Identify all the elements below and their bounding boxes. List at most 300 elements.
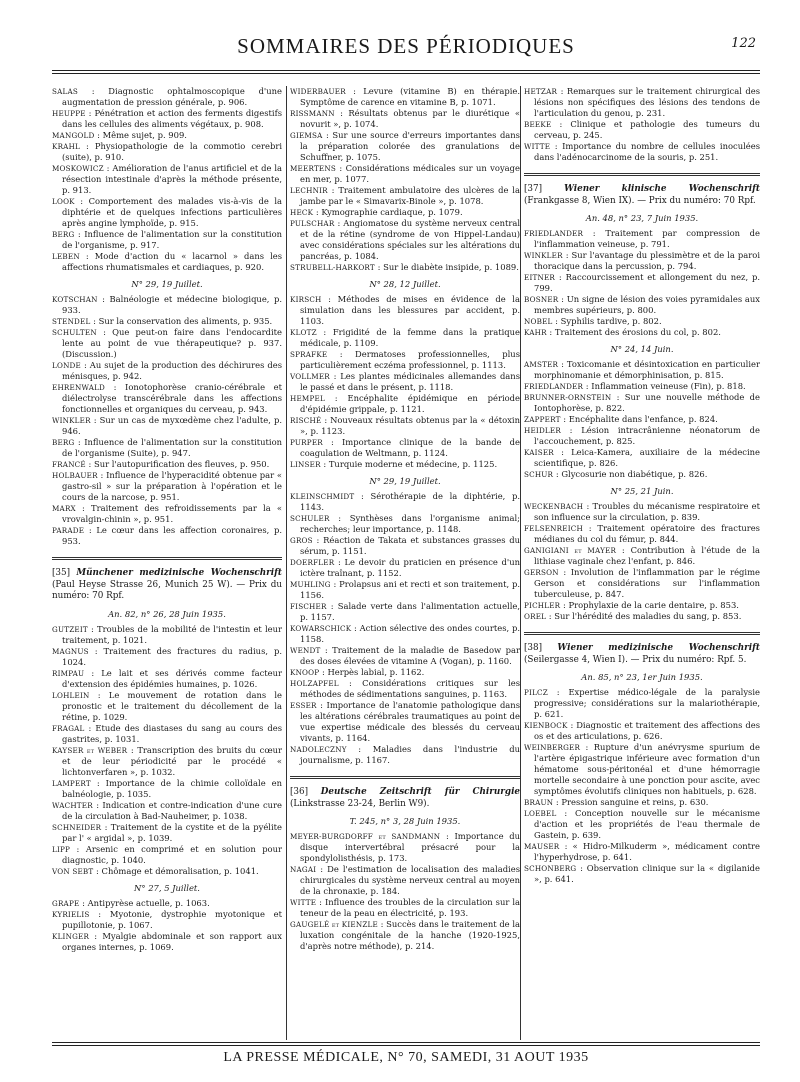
entry-text: Considérations médicales sur un voyage en mer, p. 1077. [300,163,520,184]
entry-text: Herpès labial, p. 1162. [327,667,425,677]
entry-author: PARADE [52,526,85,535]
summary-entry: FELSENREICH : Traitement opératoire des fractures médianes du col du fémur, p. 844. [524,523,760,544]
entry-author: SCHUR [524,470,554,479]
entry-text: Traitement de la maladie de Basedow par des doses élevées de vitamine A (Vogan), p. 1160. [300,645,520,666]
entry-text: Traitement ambulatoire des ulcères de la jambe par le « Simavarix-Binole », p. 1078. [300,185,520,206]
entry-author: MANGOLD [52,131,95,140]
entry-author: MARX [52,504,76,513]
summary-entry: SCHONBERG : Observation clinique sur la « digilanide », p. 641. [524,863,760,884]
summary-entry: LEBEN : Mode d'action du « lacarnol » dans les affections rhumatismales et cardiaques, p. 920. [52,251,282,272]
entry-text: Sur la conservation des aliments, p. 935. [98,316,273,326]
summary-entry: MARX : Traitement des refroidissements par la « vrovalgin-chinin », p. 951. [52,503,282,524]
entry-author: HEMPEL [290,394,325,403]
entry-text: Transcription des bruits du cœur et de leur périodicité par le procédé « lichtonverfaren », p. 1032. [62,744,282,777]
entry-author: HECK [290,208,314,217]
summary-entry: WECKENBACH : Troubles du mécanisme respiratoire et son influence sur la circulation, p. 839. [524,501,760,522]
issue-heading: An. 82, n° 26, 28 Juin 1935. [108,608,226,619]
entry-text: Clinique et pathologie des tumeurs du cerveau, p. 245. [534,119,760,140]
entry-text: Prophylaxie de la carie dentaire, p. 853. [568,600,739,610]
summary-entry: KLOTZ : Frigidité de la femme dans la pratique médicale, p. 1109. [290,327,520,348]
summary-entry: NAGAI : De l'estimation de localisation des maladies chirurgicales du système nerveux central au moyen de la chronaxie, p. 184. [290,864,520,896]
entry-text: Dermatoses professionnelles, plus particulièrement eczéma professionnel, p. 1113. [300,349,520,370]
summary-entry: BRAUN : Pression sanguine et reins, p. 630. [524,797,709,807]
entry-text: Traitement opératoire des fractures médianes du col du fémur, p. 844. [534,523,760,544]
entry-text: Encéphalite dans l'enfance, p. 824. [568,414,718,424]
issue-heading: T. 245, n° 3, 28 Juin 1935. [349,816,461,826]
entry-author: FRIEDLANDER [524,382,584,391]
entry-author: ESSER [290,701,317,710]
entry-text: Un signe de lésion des voies pyramidales aux membres supérieurs, p. 800. [534,294,760,315]
entry-author: MOSKOWICZ [52,164,104,173]
entry-author: KAYSER et WEBER [52,745,128,755]
entry-text: Frigidité de la femme dans la pratique médicale, p. 1109. [300,327,520,348]
entry-author: HETZAR [524,87,558,96]
entry-text: Au sujet de la production des déchirures des ménisques, p. 942. [62,360,282,381]
entry-text: Salade verte dans l'alimentation actuelle, p. 1157. [300,601,520,622]
entry-author: HEUPPE [52,109,86,118]
summary-entry: GIEMSA : Sur une source d'erreurs importantes dans la préparation colorée des granulations de Schuffner, p. 1075. [290,130,520,162]
entry-author: KLEINSCHMIDT [290,492,355,501]
entry-author: KLOTZ [290,328,317,337]
issue-heading: N° 29, 19 Juillet. [369,476,441,486]
entry-author: NADOLECZNY [290,745,347,754]
entry-author: FELSENREICH [524,524,583,533]
entry-author: LEBEN [52,252,80,261]
entry-author: KAISER [524,448,554,457]
entry-text: Inflammation veineuse (Fin), p. 818. [591,381,746,391]
summary-entry: HEIDLER : Lésion intracrânienne néonatorum de l'accouchement, p. 825. [524,425,760,446]
summary-entry: RIMPAU : Le lait et ses dérivés comme facteur d'extension des épidémies humaines, p. 1026. [52,667,282,689]
entry-text: Le mouvement de rotation dans le pronostic et le traitement du décollement de la rétine, p. 1029. [62,689,283,722]
entry-author: WEINBERGER [524,743,581,752]
entry-author: STENDEL [52,317,91,326]
journal-details: (Paul Heyse Strasse 26, Munich 25 W). — Prix du numéro: 70 Rpf. [52,579,282,601]
entry-author: SPRAFKE [290,350,328,359]
entry-author: EHRENWALD [52,383,106,392]
summary-entry: FRIEDLANDER : Inflammation veineuse (Fin), p. 818. [524,381,746,391]
entry-text: Influence de l'alimentation sur la constitution de l'organisme (Suite), p. 947. [62,437,283,458]
entry-author: HOLBAUER [52,471,98,480]
entry-text: Glycosurie non diabétique, p. 826. [561,469,708,479]
journal-heading [52,568,282,603]
entry-text: Conception nouvelle sur le mécanisme d'action et les propriétés de l'eau thermale de Gastein, p. 639. [534,808,760,840]
entry-author: VON SEBT [52,866,94,876]
entry-text: Les plantes médicinales allemandes dans le passé et dans le présent, p. 1118. [300,371,520,392]
journal-details: (Seilergasse 4, Wien I). — Prix du numéro: Rpf. 5. [524,654,747,665]
summary-entry: SCHUR : Glycosurie non diabétique, p. 826. [524,469,708,479]
entry-author: BERG [52,438,75,447]
entry-text: Remarques sur le traitement chirurgical des lésions non spécifiques des lésions des tendons de l'articulation du genou, p. 231. [534,86,760,118]
entry-text: Angiomatose du système nerveux central et de la rétine (syndrome de von Hippel-Landau) avec considérations spéciales sur les altérations du pancréas, p. 1084. [300,218,521,261]
entry-author: KRAHL [52,142,81,151]
summary-entry: VOLLMER : Les plantes médicinales allemandes dans le passé et dans le présent, p. 1118. [290,371,520,392]
summary-entry: EITNER : Raccourcissement et allongement du nez, p. 799. [524,272,760,293]
entry-text: Prolapsus ani et recti et son traitement, p. 1156. [300,579,520,600]
entry-author: PILCZ [524,688,548,697]
entry-text: Influence de l'hyperacidité obtenue par « gastro-sil » sur la préparation à l'opération et le cours de la narcose, p. 951. [62,470,282,502]
journal-number: [37] [524,184,543,194]
summary-entry: OREL : Sur l'hérédité des maladies du sang, p. 853. [524,611,742,621]
entry-author: LINSER [290,460,321,469]
entry-text: Comportement des malades vis-à-vis de la diphtérie et de quelques infections particulières après angine lymphoïde, p. 915. [62,196,282,228]
entry-author: WIDERBAUER [290,87,346,96]
entry-author: KOTSCHAN [52,295,98,304]
summary-entry: KOTSCHAN : Balnéologie et médecine biologique, p. 933. [52,294,282,315]
summary-entry: LIPP : Arsenic en comprimé et en solution pour diagnostic, p. 1040. [52,843,282,865]
entry-author: MAGNUS [52,646,89,656]
issue-heading: N° 27, 5 Juillet. [134,882,200,893]
entry-author: KIRSCH [290,295,322,304]
summary-entry: KAYSER et WEBER : Transcription des bruits du cœur et de leur périodicité par le procédé « lichtonverfaren », p. 1032. [52,744,282,777]
entry-text: Réaction de Takata et substances grasses du sérum, p. 1151. [300,535,520,556]
entry-author: BOSNER [524,295,559,304]
summary-entry: FISCHER : Salade verte dans l'alimentation actuelle, p. 1157. [290,601,520,622]
entry-author: ZAPPERT [524,415,561,424]
header-rule [52,70,760,74]
column-2 [290,86,520,952]
entry-author: KNOOP [290,668,320,677]
entry-author: WACHTER [52,800,93,810]
entry-text: Antipyrèse actuelle, p. 1063. [87,897,210,908]
entry-text: Importance clinique de la bande de coagulation de Weltmann, p. 1124. [300,437,520,458]
summary-entry: WITTE : Influence des troubles de la circulation sur la teneur de la peau en électricité, p. 193. [290,897,520,918]
entry-text: Que peut-on faire dans l'endocardite lente au point de vue thérapeutique? p. 937. (Discussion.) [62,327,282,359]
journal-heading [524,643,760,666]
journal-name: Münchener medizinische Wochenschrift [76,568,282,578]
summary-entry: KLINGER : Myalgie abdominale et son rapport aux organes internes, p. 1069. [52,930,282,952]
entry-text: Sur le diabète insipide, p. 1089. [383,262,519,272]
entry-text: Importance de la chimie colloïdale en balnéologie, p. 1035. [62,777,282,799]
entry-text: « Hidro-Milkuderm », médicament contre l'hyperhydrose, p. 641. [534,841,760,862]
entry-text: Sur une source d'erreurs importantes dans la préparation colorée des granulations de Schuffner, p. 1075. [300,130,520,162]
entry-text: Indication et contre-indication d'une cure de la circulation à Bad-Nauheimer, p. 1038. [62,799,282,821]
entry-text: Etude des diastases du sang au cours des gastrites, p. 1031. [62,722,282,744]
entry-author: SCHNEIDER [52,822,102,832]
journal-number: [38] [524,643,543,653]
entry-author: BRUNNER-ORNSTEIN [524,393,612,402]
entry-text: Balnéologie et médecine biologique, p. 933. [62,294,282,315]
entry-text: Succès dans le traitement de la luxation congénitale de la hanche (1920-1925, d'après notre méthode), p. 214. [300,919,520,951]
summary-entry: RISCHÉ : Nouveaux résultats obtenus par la « détoxin », p. 1123. [290,415,520,436]
page-title: SOMMAIRES DES PÉRIODIQUES [237,34,575,58]
summary-entry: PURPER : Importance clinique de la bande de coagulation de Weltmann, p. 1124. [290,437,520,458]
summary-entry: AMSTER : Toxicomanie et désintoxication en particulier morphinomanie et démorphinisation, p. 815. [524,359,760,380]
summary-entry: GAUGELÉ et KIENZLE : Succès dans le traitement de la luxation congénitale de la hanche (1920-1925, d'après notre méthode), p. 214. [290,919,520,951]
summary-entry: VON SEBT : Chômage et démoralisation, p. 1041. [52,865,259,876]
summary-entry: LINSER : Turquie moderne et médecine, p. 1125. [290,459,498,469]
entry-author: LOEBEL [524,809,557,818]
entry-text: Levure (vitamine B) en thérapie. Symptôme de carence en vitamine B, p. 1071. [300,86,520,107]
journal-name: Wiener klinische Wochenschrift [564,184,760,194]
entry-text: Même sujet, p. 909. [102,130,187,140]
entry-text: Le lait et ses dérivés comme facteur d'extension des épidémies humaines, p. 1026. [62,667,282,689]
journal-separator [290,776,520,779]
entry-text: Sérothérapie de la diphtérie, p. 1143. [300,491,520,512]
entry-author: VOLLMER [290,372,330,381]
entry-text: Diagnostic et traitement des affections des os et des articulations, p. 626. [534,720,761,741]
summary-entry: SCHNEIDER : Traitement de la cystite et de la pyélite par l' « argidal », p. 1039. [52,821,282,843]
entry-author: SALAS [52,87,79,96]
journal-heading [524,184,760,207]
column-divider [520,86,521,1040]
entry-author: GANIGIANI et MAYER [524,546,617,555]
entry-author: FRIEDLANDER [524,229,584,238]
entry-author: KAHR [524,328,547,337]
summary-entry: HOLBAUER : Influence de l'hyperacidité obtenue par « gastro-sil » sur la préparation à l'opération et le cours de la narcose, p. 951. [52,470,282,502]
summary-entry: GRAPE : Antipyrèse actuelle, p. 1063. [52,897,210,908]
summary-entry: HEUPPE : Pénétration et action des ferments digestifs dans les cellules des aliments végétaux, p. 908. [52,108,282,129]
entry-author: AMSTER [524,360,559,369]
summary-entry: LONDE : Au sujet de la production des déchirures des ménisques, p. 942. [52,360,282,381]
entry-text: Traitement par compression de l'inflammation veineuse, p. 791. [534,228,761,249]
summary-entry: BEEKE : Clinique et pathologie des tumeurs du cerveau, p. 245. [524,119,760,140]
summary-entry: MEYER-BURGDORFF et SANDMANN : Importance du disque intervertébral présacré pour la spondylolisthésis, p. 173. [290,831,520,863]
entry-author: KYRIELIS [52,909,90,919]
issue-heading: N° 28, 12 Juillet. [369,279,441,289]
summary-entry: GERSON : Involution de l'inflammation par le régime Gerson et considérations sur l'inflammation tuberculeuse, p. 847. [524,567,760,599]
summary-entry: PULSCHAR : Angiomatose du système nerveux central et de la rétine (syndrome de von Hippel-Landau) avec considérations spéciales sur les altérations du pancréas, p. 1084. [290,218,521,261]
entry-author: FISCHER [290,602,327,611]
journal-details: (Frankgasse 8, Wien IX). — Prix du numéro: 70 Rpf. [524,195,756,206]
entry-author: LIPP [52,844,71,854]
entry-author: RISSMANN [290,109,335,118]
journal-name: Wiener medizinische Wochenschrift [557,643,760,653]
entry-text: Importance du disque intervertébral présacré pour la spondylolisthésis, p. 173. [300,831,520,863]
summary-entry: KOWARSCHICK : Action sélective des ondes courtes, p. 1158. [290,623,520,644]
entry-text: Considérations critiques sur les méthodes de sédimentations sanguines, p. 1163. [300,678,520,699]
entry-author: WITTE [290,898,317,907]
summary-entry: ZAPPERT : Encéphalite dans l'enfance, p. 824. [524,414,718,424]
entry-author: PURPER [290,438,323,447]
summary-entry: BERG : Influence de l'alimentation sur la constitution de l'organisme, p. 917. [52,229,283,250]
entry-text: Sur l'avantage du plessimètre et de la paroi thoracique dans la percussion, p. 794. [534,250,760,271]
entry-text: Traitement des fractures du radius, p. 1024. [62,645,282,667]
entry-text: Encéphalite épidémique en période d'épidémie grippale, p. 1121. [300,393,520,414]
entry-author: RISCHÉ [290,416,322,425]
journal-separator [52,557,282,560]
summary-entry: KAHR : Traitement des érosions du col, p. 802. [524,327,721,337]
issue-heading: An. 85, n° 23, 1er Juin 1935. [581,672,703,682]
summary-entry: MUHLING : Prolapsus ani et recti et son traitement, p. 1156. [290,579,520,600]
entry-author: WINKLER [52,416,91,425]
column-1 [52,86,282,953]
entry-author: SCHONBERG [524,864,577,873]
journal-heading [290,787,520,810]
summary-entry: HEMPEL : Encéphalite épidémique en période d'épidémie grippale, p. 1121. [290,393,520,414]
entry-author: GAUGELÉ et KIENZLE [290,920,378,929]
entry-text: Involution de l'inflammation par le régime Gerson et considérations sur l'inflammation tuberculeuse, p. 847. [534,567,760,599]
summary-entry: BERG : Influence de l'alimentation sur la constitution de l'organisme (Suite), p. 947. [52,437,283,458]
entry-author: LECHNIR [290,186,328,195]
entry-author: BEEKE [524,120,552,129]
summary-entry: ESSER : Importance de l'anatomie pathologique dans les altérations cérébrales traumatiques au point de vue expertise médicale des blessés du cerveau vivants, p. 1164. [290,700,520,743]
journal-separator [524,173,760,176]
entry-author: PICHLER [524,601,561,610]
entry-text: Leica-Kamera, auxiliaire de la médecine scientifique, p. 826. [534,447,760,468]
entry-text: Sur un cas de myxœdème chez l'adulte, p. 946. [62,415,282,436]
summary-entry: HECK : Kymographie cardiaque, p. 1079. [290,207,463,217]
entry-text: De l'estimation de localisation des maladies chirurgicales du système nerveux central au moyen de la chronaxie, p. 184. [300,864,520,896]
entry-author: WITTE [524,142,551,151]
entry-text: Myalgie abdominale et son rapport aux organes internes, p. 1069. [62,930,282,952]
entry-text: Sur l'autopurification des fleuves, p. 950. [93,459,270,469]
summary-entry: KIRSCH : Méthodes de mises en évidence de la simulation dans les blessures par accident, p. 1103. [290,294,520,326]
entry-author: DOERFLER [290,558,335,567]
summary-entry: SPRAFKE : Dermatoses professionnelles, plus particulièrement eczéma professionnel, p. 1113. [290,349,520,370]
entry-author: MEERTENS [290,164,336,173]
summary-entry: HOLZAPFEL : Considérations critiques sur les méthodes de sédimentations sanguines, p. 1163. [290,678,520,699]
entry-text: Arsenic en comprimé et en solution pour diagnostic, p. 1040. [62,843,282,865]
entry-author: WINKLER [524,251,563,260]
entry-text: Lésion intracrânienne néonatorum de l'accouchement, p. 825. [534,425,760,446]
entry-author: MEYER-BURGDORFF et SANDMANN [290,832,441,841]
entry-author: GROS [290,536,313,545]
entry-text: Traitement des érosions du col, p. 802. [554,327,721,337]
entry-author: GUTZEIT [52,624,88,634]
entry-text: Importance de l'anatomie pathologique dans les altérations cérébrales traumatiques au point de vue expertise médicale des blessés du cerveau vivants, p. 1164. [300,700,520,743]
entry-text: Myotonie, dystrophie myotonique et pupillotonie, p. 1067. [62,908,282,930]
page-header [52,30,760,66]
entry-author: GIEMSA [290,131,323,140]
entry-text: Mode d'action du « lacarnol » dans les affections rhumatismales et cardiaques, p. 920. [62,251,282,272]
journal-number: [36] [290,787,309,797]
summary-entry: KRAHL : Physiopathologie de la commotio cerebri (suite), p. 910. [52,141,283,162]
entry-author: HOLZAPFEL [290,679,339,688]
entry-author: SCHULTEN [52,328,97,337]
issue-heading: N° 29, 19 Juillet. [131,279,203,289]
entry-author: BERG [52,230,75,239]
entry-text: Raccourcissement et allongement du nez, p. 799. [534,272,760,293]
summary-entry: MOSKOWICZ : Amélioration de l'anus artificiel et de la résection intestinale d'après la méthode présente, p. 913. [52,163,282,195]
summary-entry: WITTE : Importance du nombre de cellules inoculées dans l'adénocarcinome de la souris, p. 251. [524,141,760,162]
entry-text: Observation clinique sur la « digilanide », p. 641. [534,863,760,884]
summary-entry: STRUBELL-HARKORT : Sur le diabète insipide, p. 1089. [290,262,519,272]
summary-entry: DOERFLER : Le devoir du praticien en présence d'un ictère traînant, p. 1152. [290,557,520,578]
entry-text: Influence de l'alimentation sur la constitution de l'organisme, p. 917. [62,229,283,250]
entry-author: WECKENBACH [524,502,584,511]
summary-entry: WIDERBAUER : Levure (vitamine B) en thérapie. Symptôme de carence en vitamine B, p. 1071. [290,86,520,107]
entry-text: Troubles du mécanisme respiratoire et son influence sur la circulation, p. 839. [534,501,760,522]
entry-text: Le cœur dans les affection coronaires, p. 953. [62,525,282,546]
entry-author: MUHLING [290,580,331,589]
entry-author: BRAUN [524,798,554,807]
page-number: 122 [731,36,756,51]
footer-rule [52,1042,760,1046]
summary-entry: SCHULTEN : Que peut-on faire dans l'endocardite lente au point de vue thérapeutique? p. 937. (Discussion.) [52,327,282,359]
column-3 [524,86,760,885]
page-footer: LA PRESSE MÉDICALE, N° 70, SAMEDI, 31 AOUT 1935 [223,1050,589,1065]
summary-entry: KNOOP : Herpès labial, p. 1162. [290,667,425,677]
entry-text: Pression sanguine et reins, p. 630. [561,797,709,807]
entry-author: NOBEL [524,317,553,326]
issue-heading: N° 25, 21 Juin. [610,486,674,496]
journal-name: Deutsche Zeitschrift für Chirurgie [320,787,521,797]
journal-separator [524,632,760,635]
summary-entry: KLEINSCHMIDT : Sérothérapie de la diphtérie, p. 1143. [290,491,520,512]
summary-entry: WEINBERGER : Rupture d'un anévrysme spurium de l'artère épigastrique inférieure avec formation d'un hématome sous-péritonéal et d'une hémorragie mortelle secondaire à une ponction pour ascite, avec symptômes évolutifs cliniques non habituels, p. 628. [524,742,760,796]
entry-text: Sur une nouvelle méthode de Iontophorèse, p. 822. [534,392,760,413]
summary-entry: MANGOLD : Même sujet, p. 909. [52,130,187,140]
entry-text: Résultats obtenus par le diurétique « novurit », p. 1074. [300,108,520,129]
summary-entry: STENDEL : Sur la conservation des aliments, p. 935. [52,316,273,326]
entry-text: Maladies dans l'industrie du journalisme, p. 1167. [300,744,520,765]
entry-author: LONDE [52,361,81,370]
entry-text: Contribution à l'étude de la lithiase vaginale chez l'enfant, p. 846. [534,545,760,566]
summary-entry: PARADE : Le cœur dans les affection coronaires, p. 953. [52,525,282,546]
summary-entry: PILCZ : Expertise médico-légale de la paralysie progressive; considérations sur la malariothérapie, p. 621. [524,687,760,719]
entry-author: LOOK [52,197,75,206]
entry-text: Synthèses dans l'organisme animal; recherches; leur importance, p. 1148. [300,513,520,534]
summary-entry: MEERTENS : Considérations médicales sur un voyage en mer, p. 1077. [290,163,520,184]
entry-text: Sur l'hérédité des maladies du sang, p. 853. [554,611,742,621]
entry-text: Importance du nombre de cellules inoculées dans l'adénocarcinome de la souris, p. 251. [534,141,760,162]
entry-text: Pénétration et action des ferments digestifs dans les cellules des aliments végétaux, p. 908. [62,108,282,129]
journal-number: [35] [52,568,71,578]
entry-author: KIENBOCK [524,721,568,730]
summary-entry: LAMPERT : Importance de la chimie colloïdale en balnéologie, p. 1035. [52,777,282,799]
summary-entry: SALAS : Diagnostic ophtalmoscopique d'une augmentation de pression générale, p. 906. [52,86,282,107]
summary-entry: LECHNIR : Traitement ambulatoire des ulcères de la jambe par le « Simavarix-Binole », p. 1078. [290,185,520,206]
entry-text: Expertise médico-légale de la paralysie progressive; considérations sur la malariothérapie, p. 621. [534,687,760,719]
entry-text: Traitement des refroidissements par la « vrovalgin-chinin », p. 951. [62,503,282,524]
column-divider [286,86,287,1040]
entry-text: Le devoir du praticien en présence d'un ictère traînant, p. 1152. [300,557,520,578]
summary-entry: FRIEDLANDER : Traitement par compression de l'inflammation veineuse, p. 791. [524,228,761,249]
entry-text: Diagnostic ophtalmoscopique d'une augmentation de pression générale, p. 906. [62,86,282,107]
entry-text: Chômage et démoralisation, p. 1041. [101,865,259,876]
entry-text: Méthodes de mises en évidence de la simulation dans les blessures par accident, p. 1103. [300,294,520,326]
entry-text: Nouveaux résultats obtenus par la « détoxin », p. 1123. [300,415,520,436]
entry-author: FRANCÉ [52,460,86,469]
entry-text: Rupture d'un anévrysme spurium de l'artère épigastrique inférieure avec formation d'un hématome sous-péritonéal et d'une hémorragie mortelle secondaire à une ponction pour ascite, avec symptômes évolutifs cliniques non habituels, p. 628. [534,742,760,796]
entry-author: LOHLEIN [52,690,90,700]
entry-text: Amélioration de l'anus artificiel et de la résection intestinale d'après la méthode présente, p. 913. [62,163,282,195]
entry-text: Influence des troubles de la circulation sur la teneur de la peau en électricité, p. 193. [300,897,520,918]
journal-details: (Linkstrasse 23-24, Berlin W9). [290,798,430,809]
entry-author: PULSCHAR [290,219,335,228]
summary-entry: LOEBEL : Conception nouvelle sur le mécanisme d'action et les propriétés de l'eau thermale de Gastein, p. 639. [524,808,760,840]
entry-text: Physiopathologie de la commotio cerebri (suite), p. 910. [62,141,283,162]
entry-author: WENDT [290,646,321,655]
summary-entry: BOSNER : Un signe de lésion des voies pyramidales aux membres supérieurs, p. 800. [524,294,760,315]
entry-author: KOWARSCHICK [290,624,352,633]
issue-heading: An. 48, n° 23, 7 Juin 1935. [585,213,699,223]
summary-entry: MAGNUS : Traitement des fractures du radius, p. 1024. [52,645,282,667]
summary-entry: RISSMANN : Résultats obtenus par le diurétique « novurit », p. 1074. [290,108,520,129]
entry-text: Syphilis tardive, p. 802. [560,316,662,326]
entry-text: Troubles de la mobilité de l'intestin et leur traitement, p. 1021. [62,623,282,645]
summary-entry: KYRIELIS : Myotonie, dystrophie myotonique et pupillotonie, p. 1067. [52,908,282,930]
summary-entry: NADOLECZNY : Maladies dans l'industrie du journalisme, p. 1167. [290,744,520,765]
entry-author: NAGAI [290,865,317,874]
entry-author: FRAGAL [52,723,85,733]
entry-text: Action sélective des ondes courtes, p. 1158. [300,623,520,644]
summary-entry: KAISER : Leica-Kamera, auxiliaire de la médecine scientifique, p. 826. [524,447,760,468]
summary-entry: GROS : Réaction de Takata et substances grasses du sérum, p. 1151. [290,535,520,556]
entry-text: Turquie moderne et médecine, p. 1125. [328,459,498,469]
entry-author: GRAPE [52,898,80,908]
summary-entry: WINKLER : Sur un cas de myxœdème chez l'adulte, p. 946. [52,415,282,436]
summary-entry: GUTZEIT : Troubles de la mobilité de l'intestin et leur traitement, p. 1021. [52,623,282,645]
summary-entry: WENDT : Traitement de la maladie de Basedow par des doses élevées de vitamine A (Vogan), p. 1160. [290,645,520,666]
summary-entry: GANIGIANI et MAYER : Contribution à l'étude de la lithiase vaginale chez l'enfant, p. 846. [524,545,760,566]
entry-author: MAUSER [524,842,560,851]
summary-entry: LOOK : Comportement des malades vis-à-vis de la diphtérie et de quelques infections particulières après angine lymphoïde, p. 915. [52,196,282,228]
summary-entry: LOHLEIN : Le mouvement de rotation dans le pronostic et le traitement du décollement de la rétine, p. 1029. [52,689,283,722]
entry-author: RIMPAU [52,668,85,678]
summary-entry: KIENBOCK : Diagnostic et traitement des affections des os et des articulations, p. 626. [524,720,761,741]
entry-text: Ionotophorèse cranio-cérébrale et diélectrolyse transcérébrale dans les affections fonctionnelles et organiques du cerveau, p. 943. [62,382,282,414]
